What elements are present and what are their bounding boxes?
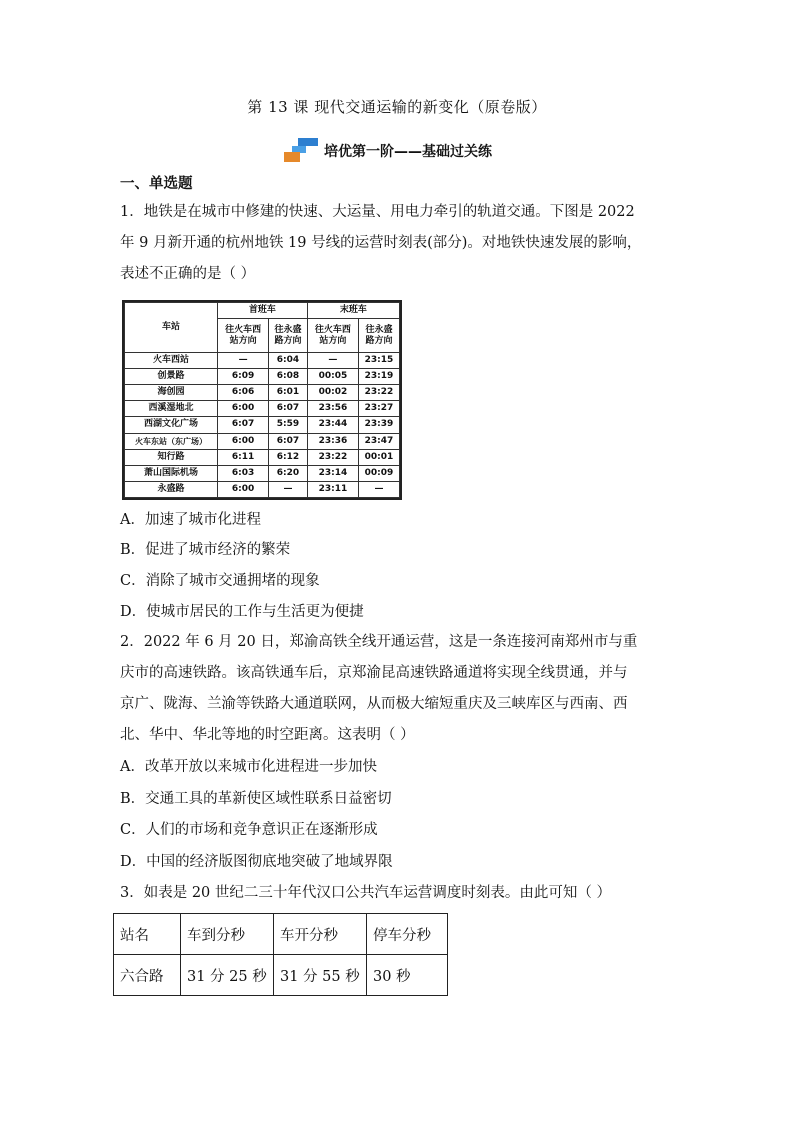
page-title: 第 13 课 现代交通运输的新变化（原卷版） (247, 98, 547, 116)
metro-timetable-image (122, 300, 402, 500)
bus-col-stop: 停车分秒 (367, 914, 448, 955)
table-row: 六合路 31 分 25 秒 31 分 55 秒 30 秒 (114, 955, 448, 996)
table-row: 火车东站（东广场） 6:00 6:07 23:36 23:47 (125, 433, 400, 449)
q2-option-a: A．改革开放以来城市化进程进一步加快 (120, 759, 377, 775)
table-row: 永盛路 6:00 — 23:11 — (125, 481, 400, 497)
table-row: 火车西站 — 6:04 — 23:15 (125, 353, 400, 369)
metro-dir-ys-first: 往永盛 路方向 (269, 319, 308, 353)
table-row: 萧山国际机场 6:03 6:20 23:14 00:09 (125, 465, 400, 481)
section-heading: 一、单选题 (120, 176, 193, 192)
question-line: 1．地铁是在城市中修建的快速、大运量、用电力牵引的轨道交通。下图是 2022 (120, 204, 635, 220)
table-row: 知行路 6:11 6:12 23:22 00:01 (125, 449, 400, 465)
question-line: 京广、陇海、兰渝等铁路大通道联网，从而极大缩短重庆及三峡库区与西南、西 (120, 696, 628, 712)
question-line: 表述不正确的是（ ） (120, 266, 256, 282)
metro-dir-west-first: 往火车西 站方向 (218, 319, 269, 353)
table-header-row (114, 914, 448, 955)
q1-option-c: C．消除了城市交通拥堵的现象 (120, 573, 320, 589)
level-logo-icon (284, 138, 320, 164)
q1-option-d: D．使城市居民的工作与生活更为便捷 (120, 604, 364, 620)
question-1-stem (120, 197, 680, 290)
question-line: 北、华中、华北等地的时空距离。这表明（ ） (120, 727, 415, 743)
metro-dir-ys-last: 往永盛 路方向 (358, 319, 399, 353)
table-row: 海创园 6:06 6:01 00:02 23:22 (125, 385, 400, 401)
question-3-stem: 3．如表是 20 世纪二三十年代汉口公共汽车运营调度时刻表。由此可知（ ） (120, 885, 612, 901)
q1-option-b: B．促进了城市经济的繁荣 (120, 542, 291, 558)
q1-option-a: A．加速了城市化进程 (120, 512, 261, 528)
level-subtitle-text: 培优第一阶——基础过关练 (324, 144, 492, 160)
metro-header-last: 末班车 (307, 303, 399, 319)
question-line: 年 9 月新开通的杭州地铁 19 号线的运营时刻表(部分)。对地铁快速发展的影响， (120, 235, 642, 251)
question-2-stem (120, 627, 680, 751)
table-row: 西溪湿地北 6:00 6:07 23:56 23:27 (125, 401, 400, 417)
bus-schedule-table (113, 913, 448, 996)
metro-dir-west-last: 往火车西 站方向 (307, 319, 358, 353)
table-row: 西湖文化广场 6:07 5:59 23:44 23:39 (125, 417, 400, 433)
question-line: 庆市的高速铁路。该高铁通车后，京郑渝昆高速铁路通道将实现全线贯通，并与 (120, 665, 628, 681)
q2-option-d: D．中国的经济版图彻底地突破了地域界限 (120, 854, 393, 870)
bus-col-depart: 车开分秒 (274, 914, 367, 955)
metro-header-station: 车站 (125, 303, 218, 353)
question-line: 2．2022 年 6 月 20 日，郑渝高铁全线开通运营，这是一条连接河南郑州市与重 (120, 634, 638, 650)
table-row: 创景路 6:09 6:08 00:05 23:19 (125, 369, 400, 385)
level-subtitle (284, 138, 492, 164)
q2-option-b: B．交通工具的革新使区域性联系日益密切 (120, 791, 392, 807)
bus-col-station: 站名 (114, 914, 181, 955)
metro-header-first: 首班车 (218, 303, 308, 319)
q2-option-c: C．人们的市场和竞争意识正在逐渐形成 (120, 822, 378, 838)
bus-col-arrive: 车到分秒 (181, 914, 274, 955)
